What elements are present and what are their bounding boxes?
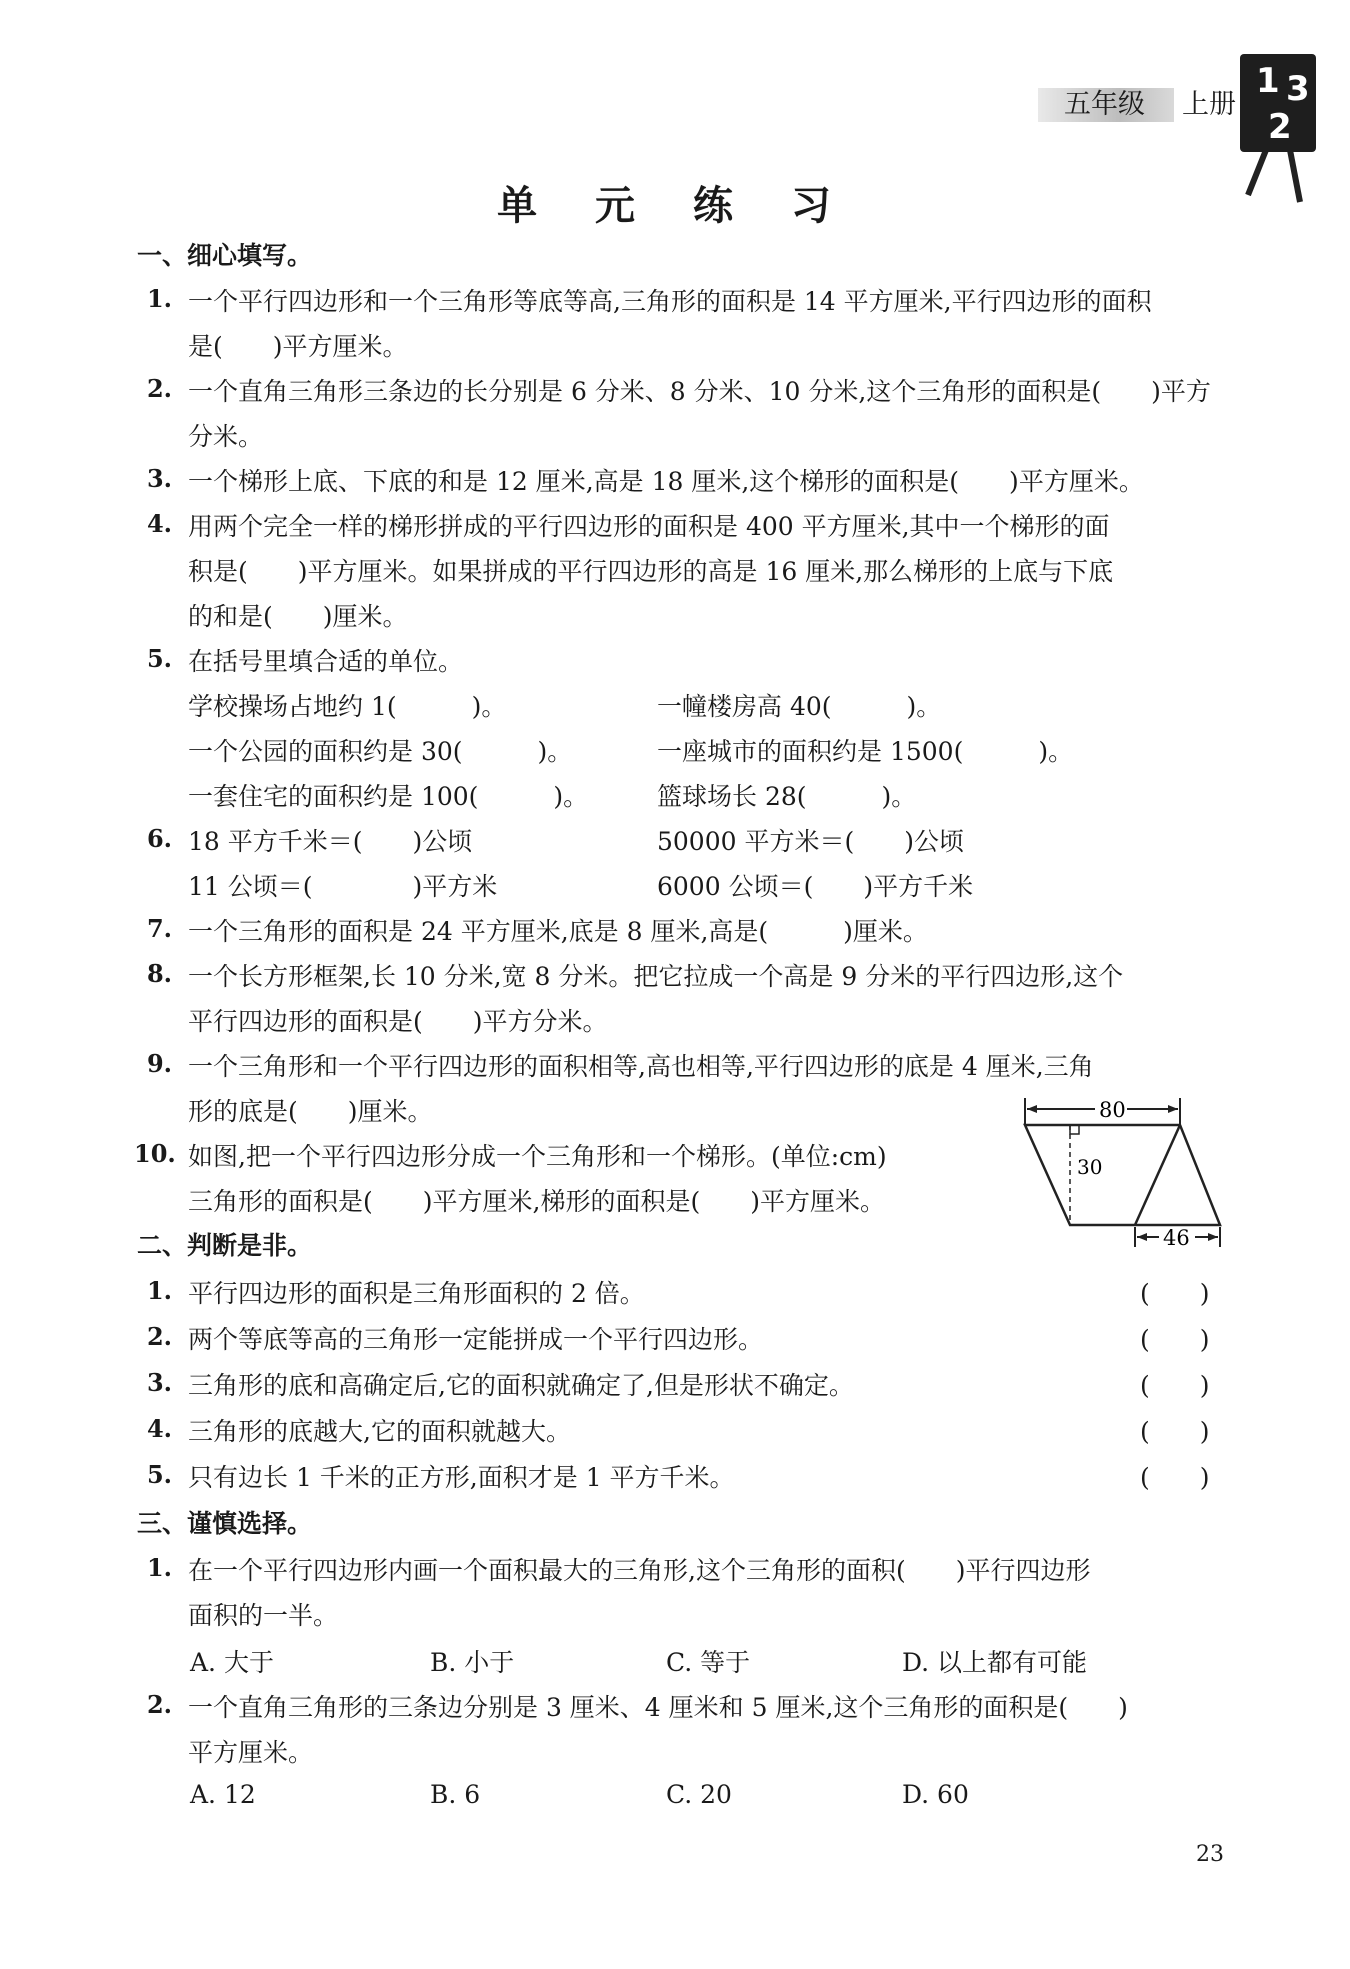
question-text: 三角形的底和高确定后,它的面积就确定了,但是形状不确定。 bbox=[188, 1371, 854, 1400]
question-number: 5. bbox=[146, 644, 172, 673]
question-text: 分米。 bbox=[188, 422, 264, 451]
conversion-blank: 6000 公顷＝( )平方千米 bbox=[657, 872, 974, 901]
question-number: 10. bbox=[134, 1139, 176, 1168]
question-text: 平方厘米。 bbox=[188, 1738, 314, 1767]
badge-digit: 3 bbox=[1286, 69, 1310, 109]
answer-paren[interactable]: ( ) bbox=[1140, 1371, 1210, 1400]
question-number: 2. bbox=[146, 1322, 172, 1351]
badge-digit: 2 bbox=[1268, 107, 1292, 147]
question-text: 积是( )平方厘米。如果拼成的平行四边形的高是 16 厘米,那么梯形的上底与下底 bbox=[188, 557, 1114, 586]
question-number: 4. bbox=[146, 509, 172, 538]
question-text: 在括号里填合适的单位。 bbox=[188, 647, 464, 676]
option-d[interactable]: D. 以上都有可能 bbox=[902, 1648, 1088, 1677]
unit-blank: 学校操场占地约 1( )。 bbox=[188, 692, 507, 721]
option-c[interactable]: C. 20 bbox=[666, 1780, 732, 1809]
answer-paren[interactable]: ( ) bbox=[1140, 1279, 1210, 1308]
question-number: 8. bbox=[146, 959, 172, 988]
option-a[interactable]: A. 12 bbox=[190, 1780, 256, 1809]
conversion-blank: 11 公顷＝( )平方米 bbox=[188, 872, 498, 901]
question-text: 如图,把一个平行四边形分成一个三角形和一个梯形。(单位:cm) bbox=[188, 1142, 887, 1171]
page-title: 单 元 练 习 bbox=[497, 183, 853, 229]
question-text: 的和是( )厘米。 bbox=[188, 602, 408, 631]
section-heading: 二、判断是非。 bbox=[137, 1231, 313, 1260]
question-text: 一个梯形上底、下底的和是 12 厘米,高是 18 厘米,这个梯形的面积是( )平方厘米。 bbox=[188, 467, 1144, 496]
unit-blank: 一幢楼房高 40( )。 bbox=[657, 692, 942, 721]
question-number: 2. bbox=[146, 374, 172, 403]
question-text: 平行四边形的面积是三角形面积的 2 倍。 bbox=[188, 1279, 645, 1308]
conversion-blank: 18 平方千米＝( )公顷 bbox=[188, 827, 473, 856]
option-d[interactable]: D. 60 bbox=[902, 1780, 969, 1809]
question-text: 一个直角三角形的三条边分别是 3 厘米、4 厘米和 5 厘米,这个三角形的面积是( ) bbox=[188, 1693, 1128, 1722]
answer-paren[interactable]: ( ) bbox=[1140, 1325, 1210, 1354]
question-number: 9. bbox=[146, 1049, 172, 1078]
question-text: 两个等底等高的三角形一定能拼成一个平行四边形。 bbox=[188, 1325, 764, 1354]
question-text: 一个直角三角形三条边的长分别是 6 分米、8 分米、10 分米,这个三角形的面积是( )平方 bbox=[188, 377, 1211, 406]
question-text: 面积的一半。 bbox=[188, 1601, 339, 1630]
question-number: 5. bbox=[146, 1460, 172, 1489]
section-heading: 一、细心填写。 bbox=[137, 241, 313, 270]
question-text: 一个三角形和一个平行四边形的面积相等,高也相等,平行四边形的底是 4 厘米,三角 bbox=[188, 1052, 1094, 1081]
question-text: 一个长方形框架,长 10 分米,宽 8 分米。把它拉成一个高是 9 分米的平行四边形,这个 bbox=[188, 962, 1124, 991]
option-b[interactable]: B. 小于 bbox=[430, 1648, 515, 1677]
question-number: 3. bbox=[146, 464, 172, 493]
question-number: 4. bbox=[146, 1414, 172, 1443]
question-number: 1. bbox=[146, 1276, 172, 1305]
question-text: 是( )平方厘米。 bbox=[188, 332, 408, 361]
question-text: 只有边长 1 千米的正方形,面积才是 1 平方千米。 bbox=[188, 1463, 735, 1492]
question-text: 三角形的底越大,它的面积就越大。 bbox=[188, 1417, 571, 1446]
question-number: 6. bbox=[146, 824, 172, 853]
unit-blank: 一套住宅的面积约是 100( )。 bbox=[188, 782, 589, 811]
unit-blank: 一个公园的面积约是 30( )。 bbox=[188, 737, 573, 766]
section-heading: 三、谨慎选择。 bbox=[137, 1509, 313, 1538]
page-number: 23 bbox=[1196, 1842, 1224, 1867]
badge-digit: 1 bbox=[1256, 61, 1280, 101]
question-text: 用两个完全一样的梯形拼成的平行四边形的面积是 400 平方厘米,其中一个梯形的面 bbox=[188, 512, 1110, 541]
question-text: 一个三角形的面积是 24 平方厘米,底是 8 厘米,高是( )厘米。 bbox=[188, 917, 928, 946]
parallelogram-figure bbox=[1015, 1095, 1230, 1255]
answer-paren[interactable]: ( ) bbox=[1140, 1463, 1210, 1492]
question-text: 三角形的面积是( )平方厘米,梯形的面积是( )平方厘米。 bbox=[188, 1187, 885, 1216]
conversion-blank: 50000 平方米＝( )公顷 bbox=[657, 827, 964, 856]
option-a[interactable]: A. 大于 bbox=[190, 1648, 274, 1677]
question-text: 平行四边形的面积是( )平方分米。 bbox=[188, 1007, 608, 1036]
answer-paren[interactable]: ( ) bbox=[1140, 1417, 1210, 1446]
option-c[interactable]: C. 等于 bbox=[666, 1648, 751, 1677]
height-dimension-label: 30 bbox=[1077, 1155, 1103, 1179]
top-dimension-label: 80 bbox=[1099, 1098, 1126, 1122]
question-number: 1. bbox=[146, 1553, 172, 1582]
question-number: 1. bbox=[146, 284, 172, 313]
question-number: 2. bbox=[146, 1690, 172, 1719]
unit-blank: 篮球场长 28( )。 bbox=[657, 782, 917, 811]
unit-blank: 一座城市的面积约是 1500( )。 bbox=[657, 737, 1074, 766]
question-text: 在一个平行四边形内画一个面积最大的三角形,这个三角形的面积( )平行四边形 bbox=[188, 1556, 1091, 1585]
question-number: 7. bbox=[146, 914, 172, 943]
question-number: 3. bbox=[146, 1368, 172, 1397]
question-text: 一个平行四边形和一个三角形等底等高,三角形的面积是 14 平方厘米,平行四边形的面积 bbox=[188, 287, 1152, 316]
option-b[interactable]: B. 6 bbox=[430, 1780, 481, 1809]
question-text: 形的底是( )厘米。 bbox=[188, 1097, 433, 1126]
bottom-dimension-label: 46 bbox=[1163, 1226, 1190, 1250]
grade-label: 五年级 bbox=[1064, 89, 1145, 120]
volume-label: 上册 bbox=[1182, 89, 1236, 120]
